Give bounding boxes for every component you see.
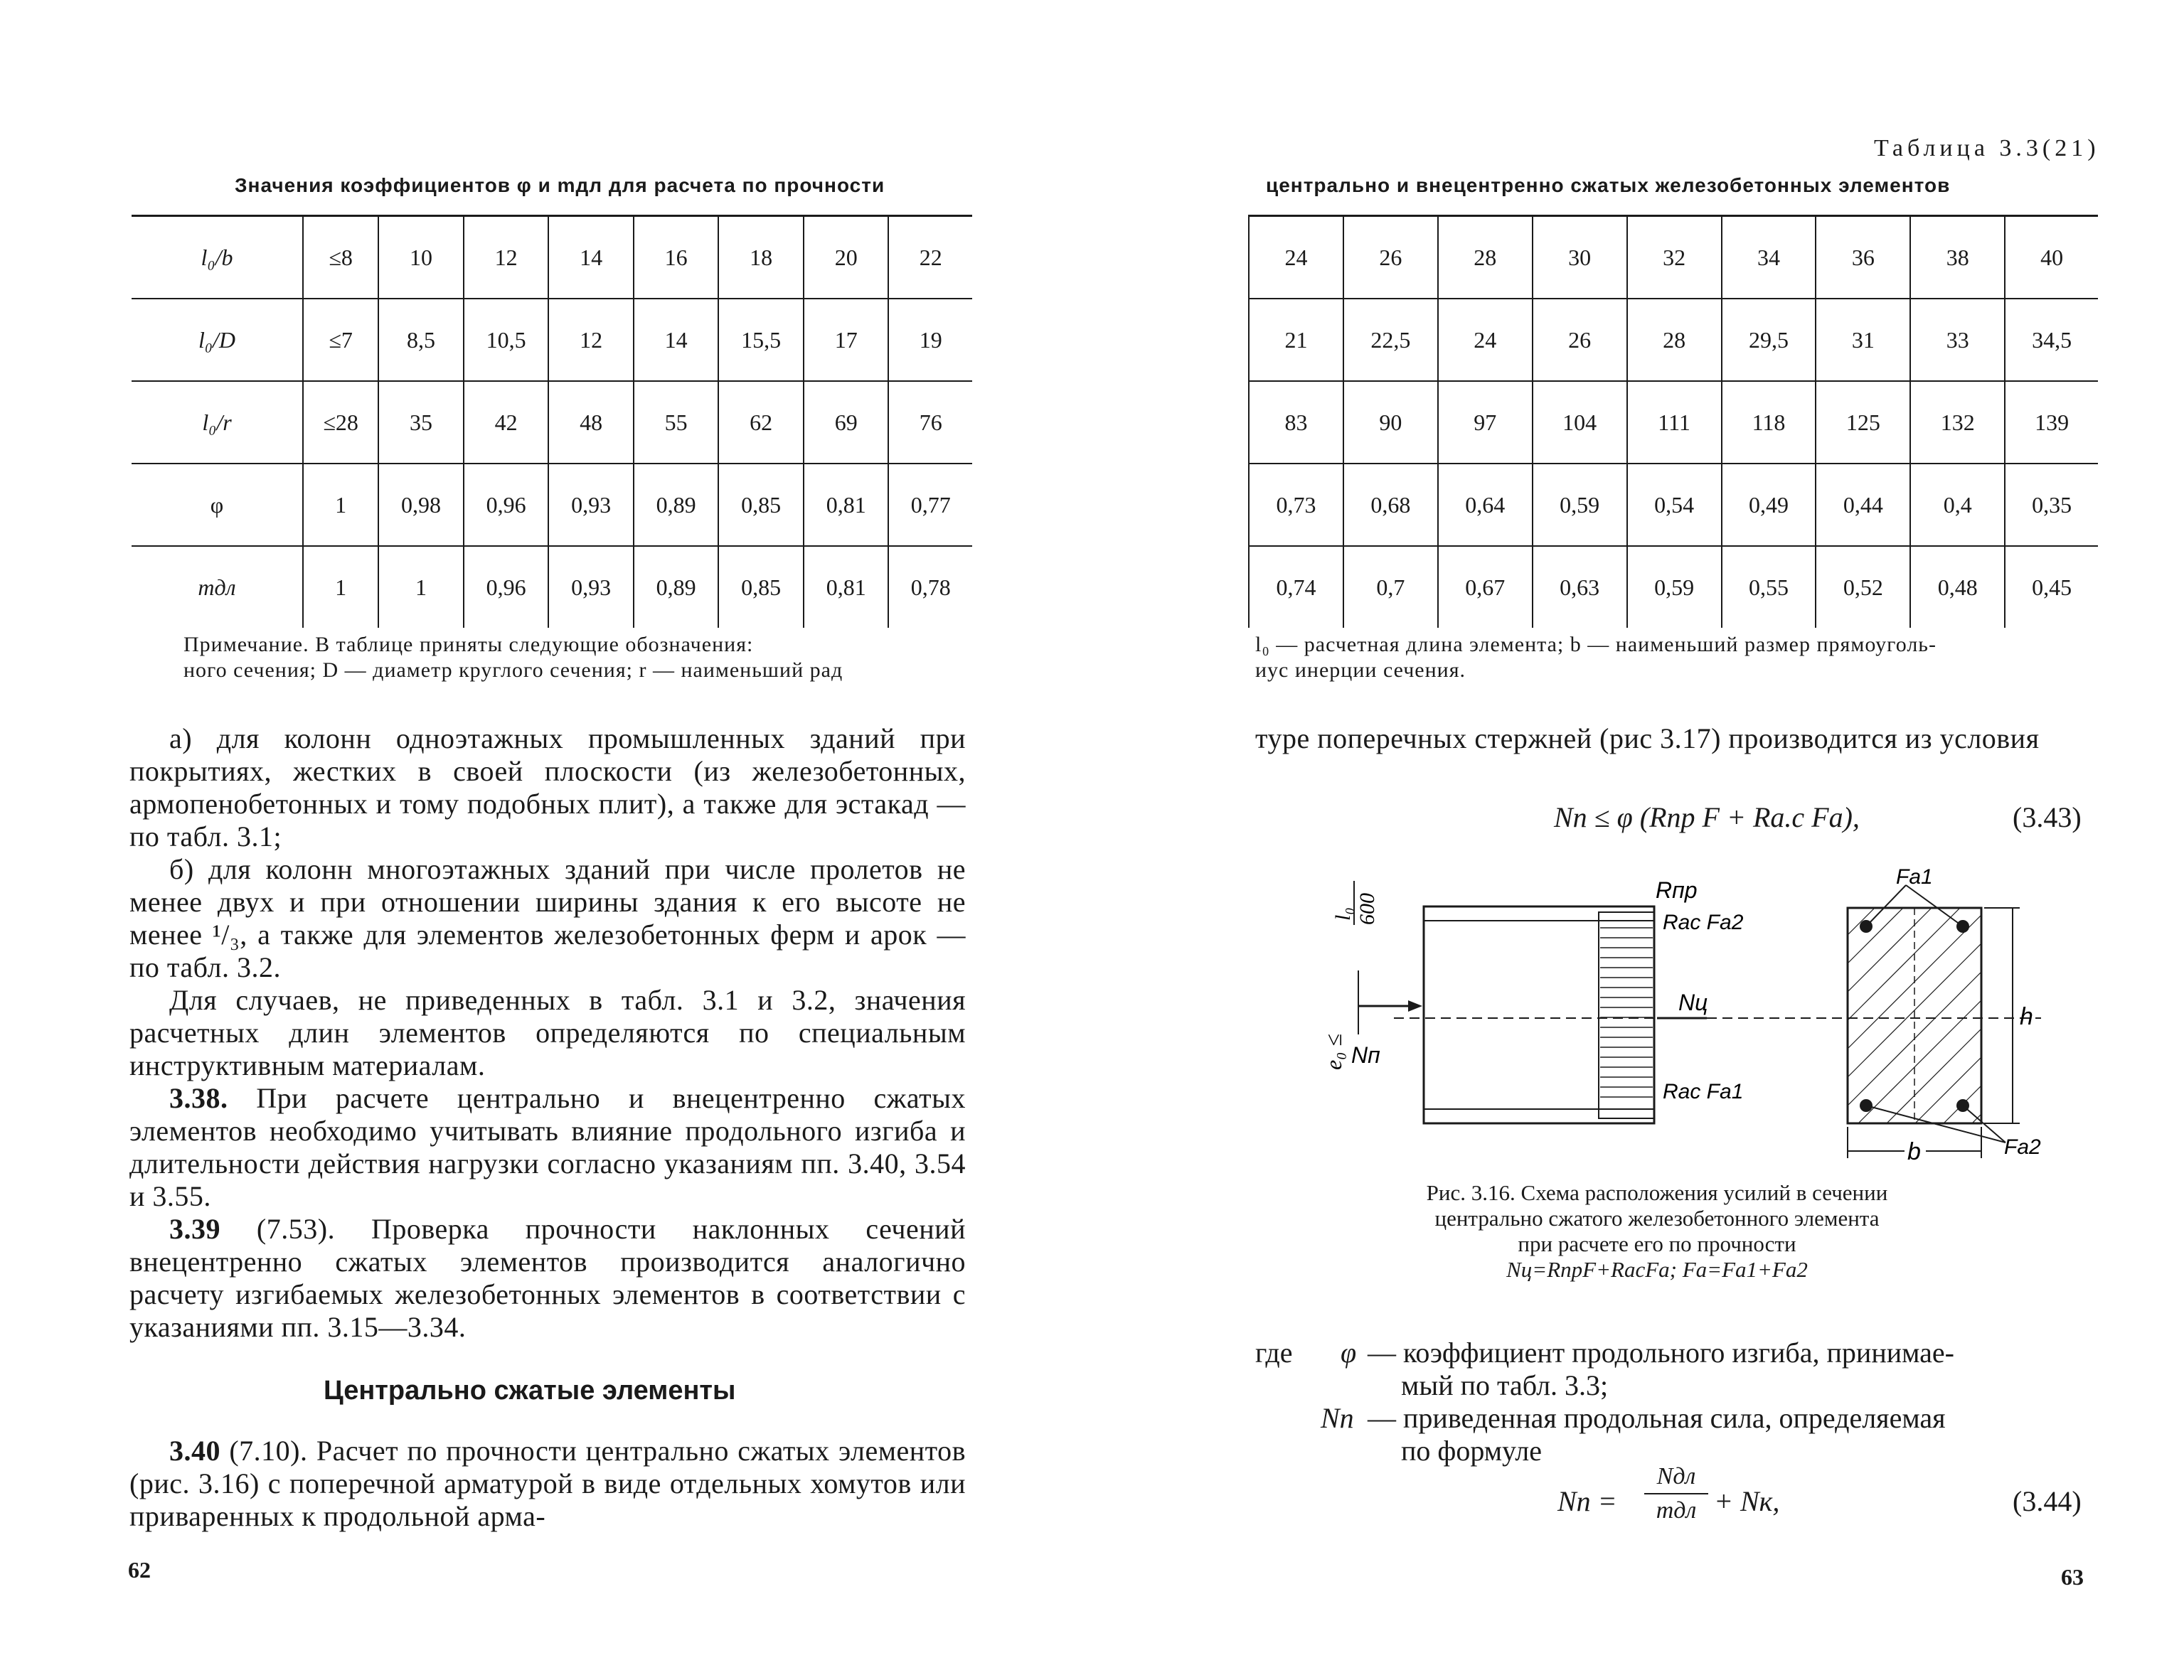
- fa2-label: Fа2: [2004, 1135, 2041, 1159]
- section-heading: Центрально сжатые элементы: [324, 1376, 736, 1406]
- table-cell: 97: [1438, 381, 1533, 464]
- table-cell: 0,89: [634, 546, 719, 628]
- fraction-denominator: mдл: [1656, 1497, 1697, 1524]
- table-title-right: центрально и внецентренно сжатых железобетонных элементов: [1266, 174, 1951, 196]
- table-cell: ≤8: [303, 216, 378, 299]
- nc-label: Nц: [1678, 990, 1708, 1015]
- table-cell: 35: [378, 381, 464, 464]
- ratio-label: [1331, 881, 1379, 925]
- table-cell: ≤28: [303, 381, 378, 464]
- racfa1-label: Rас Fа1: [1663, 1080, 1744, 1103]
- table-label: Таблица 3.3(21): [1874, 135, 2100, 161]
- fraction-numerator: Nдл: [1656, 1463, 1696, 1489]
- table-cell: 0,81: [804, 464, 889, 546]
- table-cell: 118: [1722, 381, 1816, 464]
- racfa2-label: Rас Fа2: [1663, 911, 1744, 934]
- table-cell: 40: [2005, 216, 2098, 299]
- table-cell: 36: [1816, 216, 1910, 299]
- table-cell: 0,35: [2005, 464, 2098, 546]
- table-cell: 132: [1910, 381, 2005, 464]
- table-cell: 1: [303, 464, 378, 546]
- figure-caption: [1337, 1180, 1977, 1283]
- table-cell: 69: [804, 381, 889, 464]
- eo-label-group: [1321, 1034, 1346, 1070]
- table-cell: 0,67: [1438, 546, 1533, 628]
- table-cell: 0,89: [634, 464, 719, 546]
- paragraph: а) для колонн одноэтажных промышленных зданий при покрытиях, жестких в своей плоскости (из железобетонных, армопенобетонных и тому подобных плит), а также для эстакад — по табл. 3.1;: [129, 722, 966, 852]
- table-cell: 104: [1533, 381, 1627, 464]
- where-word: где: [1255, 1337, 1293, 1369]
- table-cell: 30: [1533, 216, 1627, 299]
- table-cell: 83: [1249, 381, 1343, 464]
- table-cell: 24: [1438, 299, 1533, 381]
- table-cell: 90: [1343, 381, 1438, 464]
- paragraph: туре поперечных стержней (рис 3.17) производится из условия: [1255, 722, 2040, 754]
- stress-hatch: [1600, 928, 1653, 1097]
- table-cell: 1: [303, 546, 378, 628]
- paragraph: б) для колонн многоэтажных зданий при числе пролетов не менее двух и при отношении ширины здания к его высоте не менее ¹/₃, а также для элементов железобетонных ферм и арок — по табл. 3.2.: [129, 853, 966, 983]
- table-cell: 0,7: [1343, 546, 1438, 628]
- table-cell: 0,93: [548, 546, 634, 628]
- table-cell: 26: [1533, 299, 1627, 381]
- table-cell: 20: [804, 216, 889, 299]
- clause-number: 3.39: [169, 1213, 220, 1245]
- table-row: [132, 381, 972, 464]
- ratio-top: l₀: [1331, 907, 1355, 921]
- equation-number-3-43: (3.43): [2013, 801, 2082, 833]
- def-text: мый по табл. 3.3;: [1401, 1369, 1609, 1401]
- rpr-label: Rпр: [1656, 877, 1698, 903]
- def-text: — приведенная продольная сила, определяемая: [1368, 1402, 1946, 1434]
- row-head: mдл: [132, 546, 303, 628]
- table-cell: 0,98: [378, 464, 464, 546]
- table-row: [132, 299, 972, 381]
- clause-text: (7.10). Расчет по прочности центрально сжатых элементов (рис. 3.16) с поперечной арматурой в виде отдельных хомутов или приваренных к продольной арма-: [129, 1435, 966, 1532]
- table-cell: 1: [378, 546, 464, 628]
- eo-label: e₀ ≤: [1321, 1034, 1346, 1070]
- ratio-bottom: 600: [1355, 893, 1379, 925]
- table-cell: 42: [464, 381, 549, 464]
- clause-number: 3.38.: [169, 1082, 228, 1114]
- clause-text: (7.53). Проверка прочности наклонных сечений внецентренно сжатых элементов производится аналогично расчету изгибаемых железобетонных элементов в соответствии с указаниями пп. 3.15—3.34.: [129, 1213, 966, 1343]
- table-row: [1249, 216, 2098, 299]
- clause-text: При расчете центрально и внецентренно сжатых элементов необходимо учитывать влияние продольного изгиба и длительности действия нагрузки согласно указаниям пп. 3.40, 3.54 и 3.55.: [129, 1082, 966, 1212]
- table-row: [1249, 299, 2098, 381]
- table-cell: 0,96: [464, 546, 549, 628]
- table-cell: 0,63: [1533, 546, 1627, 628]
- table-cell: ≤7: [303, 299, 378, 381]
- table-cell: 16: [634, 216, 719, 299]
- table-title-left: Значения коэффициентов φ и mдл для расчета по прочности: [235, 174, 885, 196]
- def-text: — коэффициент продольного изгиба, принимае-: [1368, 1337, 1954, 1369]
- paragraph: Для случаев, не приведенных в табл. 3.1 и 3.2, значения расчетных длин элементов определяются по специальным инструктивным материалам.: [129, 984, 966, 1081]
- table-cell: 19: [888, 299, 972, 381]
- row-head: φ: [132, 464, 303, 546]
- table-cell: 31: [1816, 299, 1910, 381]
- table-cell: 0,45: [2005, 546, 2098, 628]
- caption-line: при расчете его по прочности: [1518, 1231, 1796, 1256]
- table-cell: 24: [1249, 216, 1343, 299]
- note-right-line-1: l₀ — расчетная длина элемента; b — наименьший размер прямоуголь-: [1255, 633, 1937, 656]
- table-cell: 139: [2005, 381, 2098, 464]
- table-cell: 0,55: [1722, 546, 1816, 628]
- table-cell: 10,5: [464, 299, 549, 381]
- table-row: [1249, 464, 2098, 546]
- note-right-line-2: иус инерции сечения.: [1255, 658, 1466, 682]
- table-cell: 125: [1816, 381, 1910, 464]
- table-cell: 111: [1627, 381, 1722, 464]
- clause-number: 3.40: [169, 1435, 220, 1467]
- def-symbol: φ: [1341, 1337, 1357, 1369]
- table-cell: 28: [1627, 299, 1722, 381]
- table-cell: 34,5: [2005, 299, 2098, 381]
- table-cell: 32: [1627, 216, 1722, 299]
- page-number-right: 63: [2061, 1564, 2084, 1590]
- table-cell: 0,77: [888, 464, 972, 546]
- formula-3-44-fraction: [1644, 1463, 1708, 1524]
- table-cell: 29,5: [1722, 299, 1816, 381]
- table-cell: 0,48: [1910, 546, 2005, 628]
- equation-number-3-44: (3.44): [2013, 1485, 2082, 1517]
- table-cell: 0,59: [1533, 464, 1627, 546]
- table-cell: 0,93: [548, 464, 634, 546]
- caption-line: центрально сжатого железобетонного элемента: [1434, 1206, 1880, 1231]
- table-cell: 14: [548, 216, 634, 299]
- note-left-line-1: Примечание. В таблице приняты следующие обозначения:: [183, 633, 754, 656]
- table-cell: 0,49: [1722, 464, 1816, 546]
- table-cell: 18: [718, 216, 804, 299]
- table-cell: 22: [888, 216, 972, 299]
- table-cell: 76: [888, 381, 972, 464]
- table-cell: 0,4: [1910, 464, 2005, 546]
- table-cell: 33: [1910, 299, 2005, 381]
- table-cell: 12: [464, 216, 549, 299]
- table-row: [1249, 381, 2098, 464]
- definitions: [1255, 1337, 2098, 1467]
- caption-line: Рис. 3.16. Схема расположения усилий в сечении: [1426, 1180, 1888, 1205]
- table-cell: 17: [804, 299, 889, 381]
- element-outline: [1424, 906, 1654, 1123]
- table-cell: 0,78: [888, 546, 972, 628]
- np-label: Nп: [1351, 1042, 1380, 1068]
- table-cell: 55: [634, 381, 719, 464]
- h-label: h: [2020, 1003, 2033, 1030]
- table-cell: 34: [1722, 216, 1816, 299]
- caption-line: Nц=RпрF+RасFа; Fа=Fа1+Fа2: [1506, 1257, 1808, 1282]
- table-cell: 0,85: [718, 464, 804, 546]
- table-cell: 0,44: [1816, 464, 1910, 546]
- table-cell: 15,5: [718, 299, 804, 381]
- table-cell: 21: [1249, 299, 1343, 381]
- table-row: [1249, 546, 2098, 628]
- fa1-label: Fа1: [1896, 865, 1933, 889]
- table-cell: 22,5: [1343, 299, 1438, 381]
- table-cell: 8,5: [378, 299, 464, 381]
- formula-3-43: Nп ≤ φ (Rпр F + Rа.с Fа),: [1554, 801, 1860, 833]
- table-row: [132, 546, 972, 628]
- table-cell: 14: [634, 299, 719, 381]
- left-column-text: [129, 722, 966, 1344]
- left-column-text-2: [129, 1435, 966, 1533]
- table-cell: 0,68: [1343, 464, 1438, 546]
- paragraph: [129, 1082, 966, 1213]
- coef-table-right: [1248, 215, 2098, 628]
- row-head: l₀/r: [132, 381, 303, 464]
- table-cell: 0,81: [804, 546, 889, 628]
- table-row: [132, 464, 972, 546]
- table-cell: 0,96: [464, 464, 549, 546]
- table-cell: 0,85: [718, 546, 804, 628]
- def-text: по формуле: [1401, 1435, 1542, 1467]
- row-head: l₀/b: [132, 216, 303, 299]
- b-label: b: [1907, 1138, 1921, 1165]
- formula-3-44-lhs: Nп =: [1557, 1485, 1617, 1517]
- page-number-left: 62: [128, 1557, 151, 1583]
- table-cell: 12: [548, 299, 634, 381]
- def-symbol: Nп: [1321, 1402, 1354, 1434]
- table-cell: 28: [1438, 216, 1533, 299]
- table-cell: 0,64: [1438, 464, 1533, 546]
- table-cell: 26: [1343, 216, 1438, 299]
- coef-table-left: [132, 215, 972, 628]
- note-left-line-2: ного сечения; D — диаметр круглого сечения; r — наименьший рад: [183, 658, 843, 682]
- right-column-text: [1255, 722, 2096, 755]
- formula-3-44-rhs: + Nк,: [1714, 1485, 1780, 1517]
- table-row: [132, 216, 972, 299]
- paragraph: [129, 1213, 966, 1344]
- figure-3-16: [1309, 864, 2070, 1170]
- table-cell: 10: [378, 216, 464, 299]
- table-cell: 0,74: [1249, 546, 1343, 628]
- table-cell: 38: [1910, 216, 2005, 299]
- paragraph: [129, 1435, 966, 1533]
- table-cell: 0,54: [1627, 464, 1722, 546]
- table-cell: 0,59: [1627, 546, 1722, 628]
- table-cell: 62: [718, 381, 804, 464]
- table-cell: 0,73: [1249, 464, 1343, 546]
- row-head: l₀/D: [132, 299, 303, 381]
- table-cell: 48: [548, 381, 634, 464]
- table-cell: 0,52: [1816, 546, 1910, 628]
